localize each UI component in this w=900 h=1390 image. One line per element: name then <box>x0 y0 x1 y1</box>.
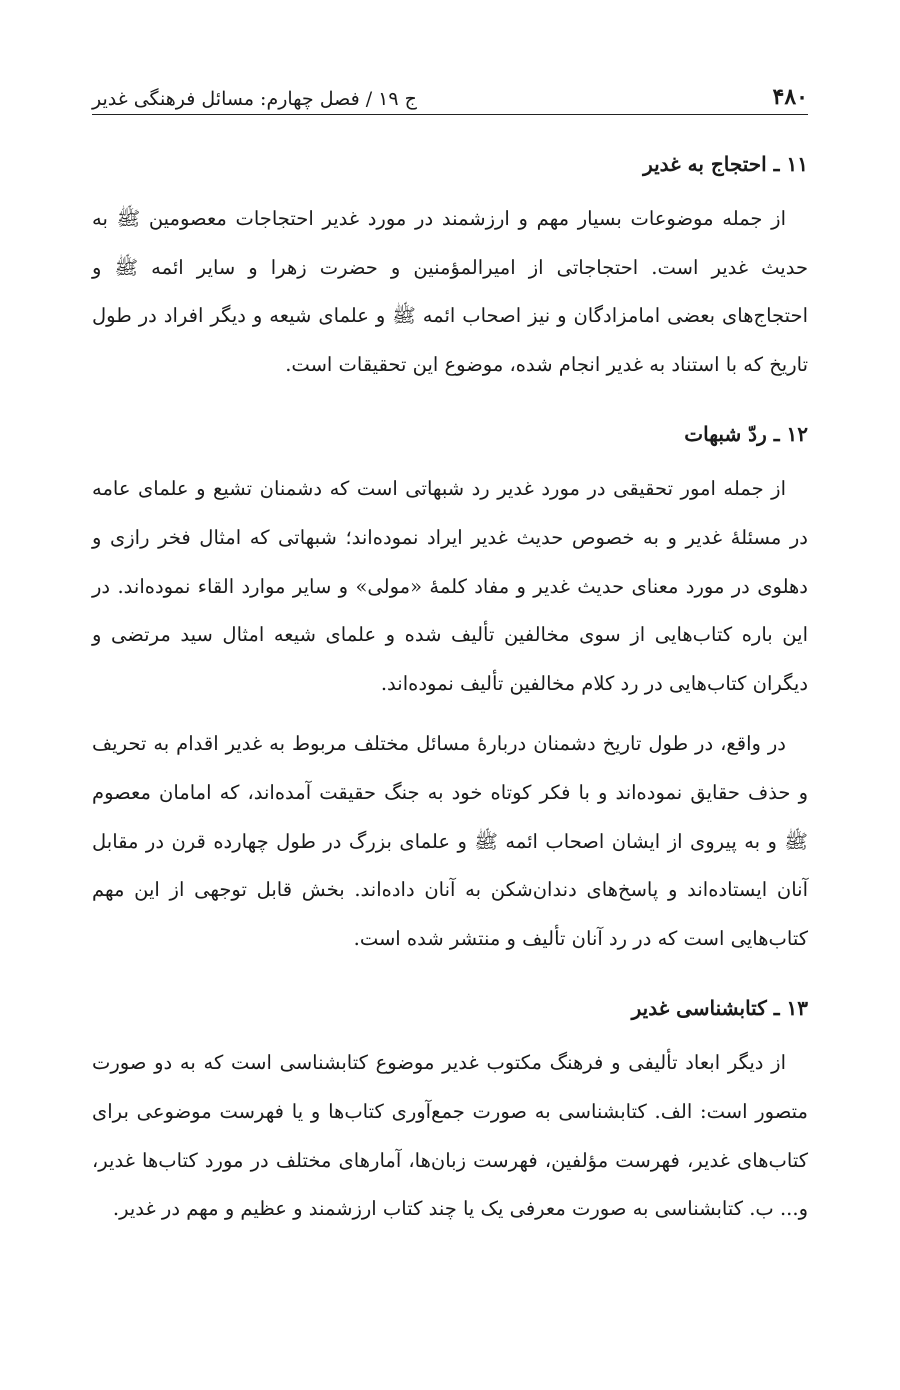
section-ihtijaj <box>92 141 808 389</box>
paragraph: از جمله موضوعات بسیار مهم و ارزشمند در مورد غدیر احتجاجات معصومین ﷺ به حدیث غدیر است. احتجاجاتی از امیرالمؤمنین و حضرت زهرا و سایر ائمه ﷺ و احتجاج‌های بعضی امامزادگان و نیز اصحاب ائمه ﷺ و علمای شیعه و دیگر افراد در طول تاریخ که با استناد به غدیر انجام شده، موضوع این تحقیقات است. <box>92 207 808 376</box>
section-heading: ۱۳ ـ کتابشناسی غدیر <box>631 996 808 1021</box>
paragraph: از جمله امور تحقیقی در مورد غدیر رد شبهاتی است که دشمنان تشیع و علمای عامه در مسئلهٔ غدیر و به خصوص حدیث غدیر ایراد نموده‌اند؛ شبهاتی که امثال فخر رازی و دهلوی در مورد معنای حدیث غدیر و مفاد کلمهٔ «مولی» و سایر موارد القاء نموده‌اند. در این باره کتاب‌هایی از سوی مخالفین تألیف شده و علمای شیعه امثال سید مرتضی و دیگران کتاب‌هایی در رد کلام مخالفین تألیف نموده‌اند. <box>92 477 808 695</box>
page-number: ۴۸۰ <box>772 84 808 110</box>
paragraph: در واقع، در طول تاریخ دشمنان دربارهٔ مسائل مختلف مربوط به غدیر اقدام به تحریف و حذف حقایق نموده‌اند و با فکر کوتاه خود به جنگ حقیقت آمده‌اند، که امامان معصوم ﷺ و به پیروی از ایشان اصحاب ائمه ﷺ و علمای بزرگ در طول چهارده قرن در مقابل آنان ایستاده‌اند و پاسخ‌های دندان‌شکن به آنان داده‌اند. بخش قابل توجهی از این مهم کتاب‌هایی است که در رد آنان تألیف و منتشر شده است. <box>92 732 808 950</box>
running-title: ج ۱۹ / فصل چهارم: مسائل فرهنگی غدیر <box>92 88 417 110</box>
section-heading: ۱۱ ـ احتجاج به غدیر <box>643 152 808 176</box>
section-radd-shobahat <box>92 411 808 963</box>
page-content <box>92 141 808 1234</box>
section-ketabshenasi <box>92 985 808 1233</box>
page-header <box>92 58 808 115</box>
paragraph: از دیگر ابعاد تألیفی و فرهنگ مکتوب غدیر موضوع کتابشناسی است که به دو صورت متصور است: الف. کتابشناسی به صورت جمع‌آوری کتاب‌ها و یا فهرست موضوعی برای کتاب‌های غدیر، فهرست مؤلفین، فهرست زبان‌ها، آمارهای مختلف در مورد کتاب‌ها غدیر، و... ب. کتابشناسی به صورت معرفی یک یا چند کتاب ارزشمند و عظیم و مهم در غدیر. <box>92 1051 808 1221</box>
section-heading: ۱۲ ـ ردّ شبهات <box>684 422 808 447</box>
